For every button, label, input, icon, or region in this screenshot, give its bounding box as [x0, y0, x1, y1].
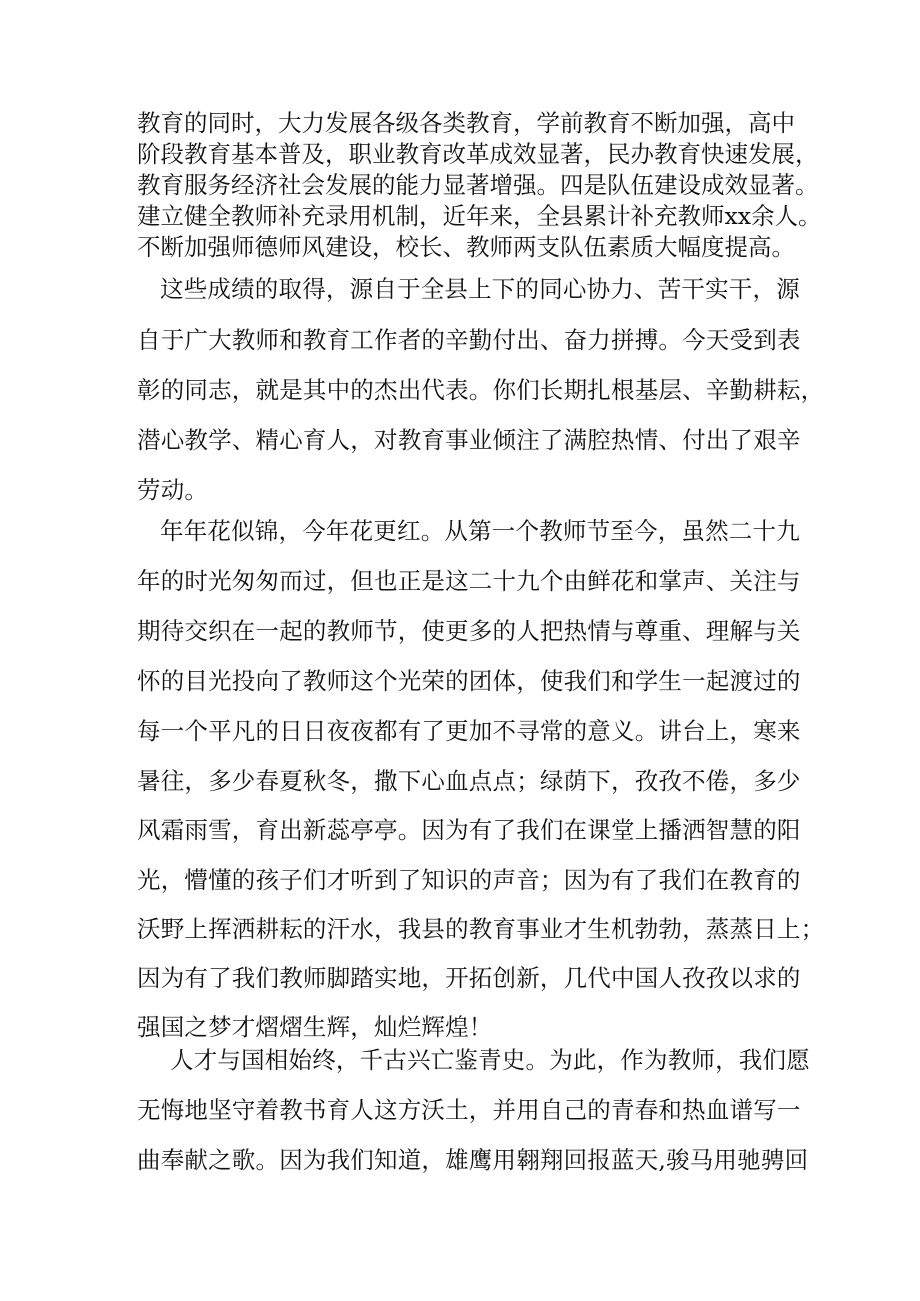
text-line: 强国之梦才熠熠生辉，灿烂辉煌！ — [137, 1013, 493, 1041]
text-line: 年的时光匆匆而过，但也正是这二十九个由鲜花和掌声、关注与 — [137, 567, 801, 595]
text-line: 光，懵懂的孩子们才听到了知识的声音；因为有了我们在教育的 — [137, 866, 801, 894]
text-line: 因为有了我们教师脚踏实地，开拓创新，几代中国人孜孜以求的 — [137, 964, 801, 992]
text-line: 人才与国相始终，千古兴亡鉴青史。为此，作为教师，我们愿 — [170, 1046, 810, 1074]
text-line: 教育服务经济社会发展的能力显著增强。四是队伍建设成效显著。 — [137, 171, 819, 199]
text-line: 阶段教育基本普及，职业教育改革成效显著，民办教育快速发展， — [137, 140, 819, 168]
text-line: 无悔地坚守着教书育人这方沃土，并用自己的青春和热血谱写一 — [137, 1096, 801, 1124]
text-line: 建立健全教师补充录用机制，近年来，全县累计补充教师xx余人。 — [137, 202, 822, 230]
text-line: 这些成绩的取得，源自于全县上下的同心协力、苦干实干，源 — [160, 275, 800, 303]
text-line: 沃野上挥洒耕耘的汗水，我县的教育事业才生机勃勃，蒸蒸日上； — [137, 915, 825, 943]
text-line: 教育的同时，大力发展各级各类教育，学前教育不断加强，高中 — [137, 109, 795, 137]
text-line: 彰的同志，就是其中的杰出代表。你们长期扎根基层、辛勤耕耘， — [137, 376, 825, 404]
text-line: 曲奉献之歌。因为我们知道，雄鹰用翱翔回报蓝天,骏马用驰骋回 — [137, 1146, 809, 1174]
text-line: 暑往，多少春夏秋冬，撒下心血点点；绿荫下，孜孜不倦，多少 — [137, 767, 801, 795]
text-line: 潜心教学、精心育人，对教育事业倾注了满腔热情、付出了艰辛 — [137, 426, 801, 454]
text-line: 每一个平凡的日日夜夜都有了更加不寻常的意义。讲台上，寒来 — [137, 717, 801, 745]
text-line: 劳动。 — [137, 476, 209, 504]
text-line: 怀的目光投向了教师这个光荣的团体，使我们和学生一起渡过的 — [137, 667, 801, 695]
text-line: 年年花似锦，今年花更红。从第一个教师节至今，虽然二十九 — [160, 517, 800, 545]
text-line: 不断加强师德师风建设，校长、教师两支队伍素质大幅度提高。 — [137, 233, 795, 261]
text-line: 风霜雨雪，育出新蕊亭亭。因为有了我们在课堂上播洒智慧的阳 — [137, 816, 801, 844]
text-line: 期待交织在一起的教师节，使更多的人把热情与尊重、理解与关 — [137, 617, 801, 645]
text-line: 自于广大教师和教育工作者的辛勤付出、奋力拼搏。今天受到表 — [137, 326, 801, 354]
